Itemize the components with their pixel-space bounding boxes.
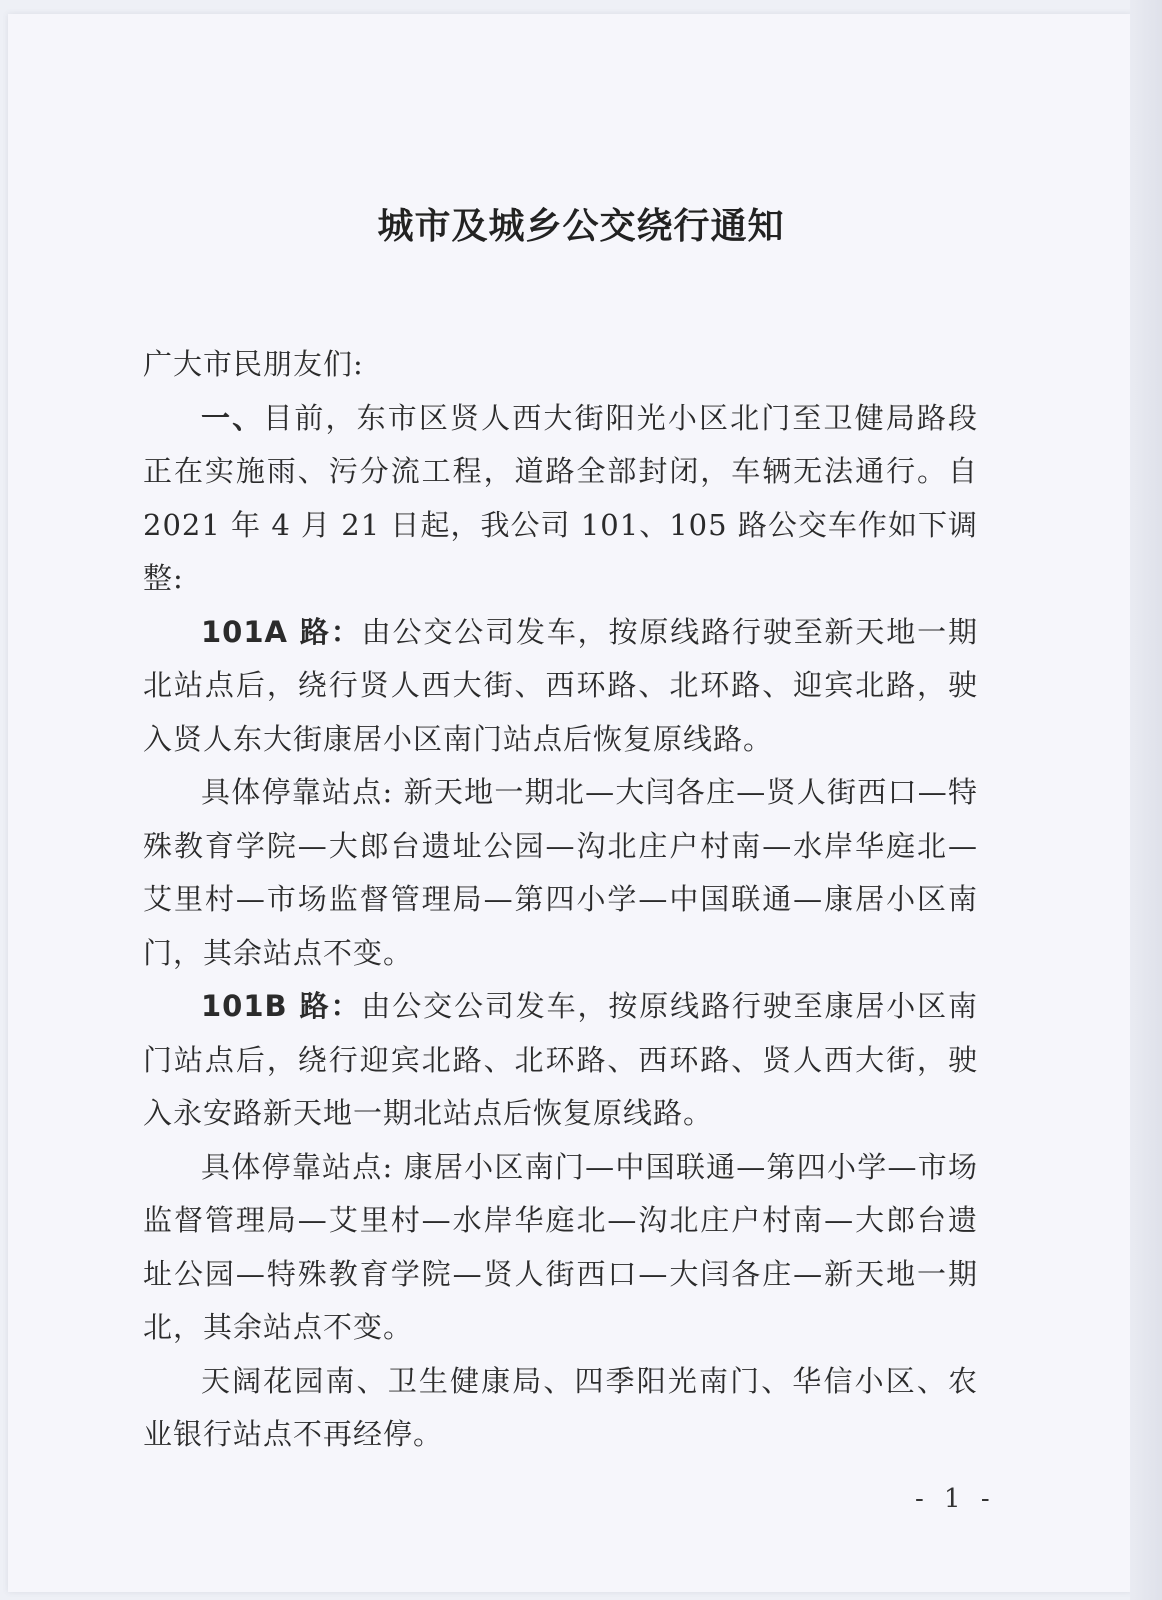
page-number: - 1 - (915, 1484, 996, 1514)
route-101a-text: 由公交公司发车，按原线路行驶至新天地一期北站点后，绕行贤人西大街、西环路、北环路、迎宾北路，驶入贤人东大街康居小区南门站点后恢复原线路。 (143, 614, 978, 756)
salutation: 广大市民朋友们: (143, 347, 364, 381)
route-101a-stops: 具体停靠站点: 新天地一期北—大闫各庄—贤人街西口—特殊教育学院—大郎台遗址公园—沟北庄户村南—水岸华庭北—艾里村—市场监督管理局—第四小学—中国联通—康居小区南门，其余站点不变。 (143, 775, 978, 970)
notice-body (143, 338, 978, 1462)
route-101b-paragraph (143, 980, 978, 1141)
route-101b-text: 由公交公司发车，按原线路行驶至康居小区南门站点后，绕行迎宾北路、北环路、西环路、贤人西大街，驶入永安路新天地一期北站点后恢复原线路。 (143, 989, 978, 1130)
section-1-paragraph (143, 392, 978, 606)
cancelled-stops: 天阔花园南、卫生健康局、四季阳光南门、华信小区、农业银行站点不再经停。 (143, 1363, 978, 1451)
section-1-text: 目前，东市区贤人西大街阳光小区北门至卫健局路段正在实施雨、污分流工程，道路全部封闭，车辆无法通行。自 2021 年 4 月 21 日起，我公司 101、105 路公交车作如下调整: (143, 400, 978, 595)
route-101b-stops: 具体停靠站点: 康居小区南门—中国联通—第四小学—市场监督管理局—艾里村—水岸华庭北—沟北庄户村南—大郎台遗址公园—特殊教育学院—贤人街西口—大闫各庄—新天地一期北，其余站点不变。 (143, 1149, 978, 1344)
route-101b-label: 101B 路： (201, 989, 362, 1023)
section-1-lead: 一、 (201, 400, 264, 435)
route-101a-label: 101A 路： (201, 614, 362, 649)
route-101a-paragraph (143, 606, 978, 767)
document-title: 城市及城乡公交绕行通知 (377, 205, 785, 247)
